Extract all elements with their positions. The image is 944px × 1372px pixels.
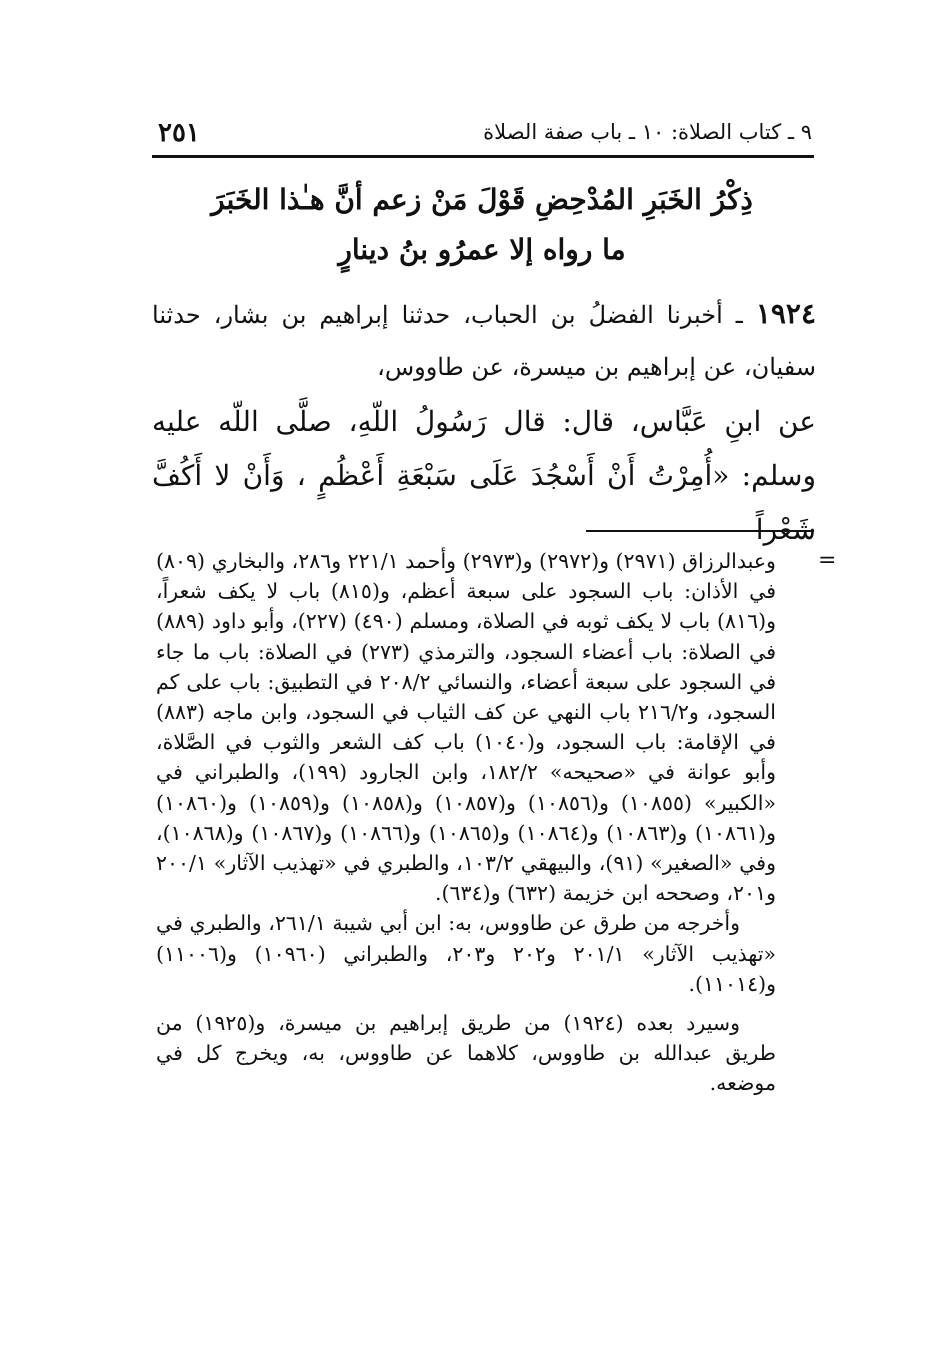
- hadith-matn: عن ابنِ عَبَّاس، قال: قال رَسُولُ اللّهِ، صلَّى اللّه عليه وسلم: «أُمِرْتُ أَنْ أَسْجُدَ عَلَى سَبْعَةِ أَعْظُمٍ ، وَأَنْ لا أَكُفَّ شَعْراً: [152, 405, 816, 546]
- running-title: ٩ ـ كتاب الصلاة: ١٠ ـ باب صفة الصلاة: [483, 120, 812, 144]
- footnote-separator: [586, 530, 814, 532]
- section-heading-line-1: ذِكْرُ الخَبَرِ المُدْحِضِ قَوْلَ مَنْ زعم أنَّ هـٰذا الخَبَرَ: [211, 183, 753, 216]
- header-rule: [152, 155, 814, 158]
- running-header: [152, 112, 812, 152]
- page-number: ٢٥١: [158, 118, 200, 148]
- footnotes: [156, 546, 776, 1099]
- hadith-isnad: [152, 288, 816, 393]
- hadith-number: ١٩٢٤: [755, 297, 816, 330]
- footnote-paragraph-1: وعبدالرزاق (٢٩٧١) و(٢٩٧٢) و(٢٩٧٣) وأحمد ٢٢١/١ و٢٨٦، والبخاري (٨٠٩) في الأذان: باب السجود على سبعة أعظم، و(٨١٥) باب لا يكف شعراً، و(٨١٦) باب لا يكف ثوبه في الصلاة، ومسلم (٤٩٠) (٢٢٧)، وأبو داود (٨٨٩) في الصلاة: باب أعضاء السجود، والترمذي (٢٧٣) في الصلاة: باب ما جاء في السجود على سبعة أعضاء، والنسائي ٢٠٨/٢ في التطبيق: باب على كم السجود، و٢١٦/٢ باب النهي عن كف الثياب في السجود، وابن ماجه (٨٨٣) في الإقامة: باب السجود، و(١٠٤٠) باب كف الشعر والثوب في الصَّلاة، وأبو عوانة في «صحيحه» ١٨٢/٢، وابن الجارود (١٩٩)، والطبراني في «الكبير» (١٠٨٥٥) و(١٠٨٥٦) و(١٠٨٥٧) و(١٠٨٥٨) و(١٠٨٥٩) و(١٠٨٦٠) و(١٠٨٦١) و(١٠٨٦٣) و(١٠٨٦٤) و(١٠٨٦٥) و(١٠٨٦٦) و(١٠٨٦٧) و(١٠٨٦٨)، وفي «الصغير» (٩١)، والبيهقي ١٠٣/٢، والطبري في «تهذيب الآثار» ٢٠٠/١ و٢٠١، وصححه ابن خزيمة (٦٣٢) و(٦٣٤).: [156, 549, 777, 906]
- section-heading: [150, 175, 814, 275]
- isnad-text: ـ أخبرنا الفضلُ بن الحباب، حدثنا إبراهيم بن بشار، حدثنا سفيان، عن إبراهيم بن ميسرة، عن طاووس،: [152, 301, 816, 381]
- footnote-paragraph-2: وأخرجه من طرق عن طاووس، به: ابن أبي شيبة ٢٦١/١، والطبري في «تهذيب الآثار» ٢٠١/١ و٢٠٢ و٢٠٣، والطبراني (١٠٩٦٠) و(١١٠٠٦) و(١١٠١٤).: [156, 911, 776, 996]
- section-heading-line-2: ما رواه إلا عمرُو بنُ دينارٍ: [338, 233, 626, 266]
- footnote-continuation-mark: =: [818, 548, 837, 573]
- footnote-paragraph-3: وسيرد بعده (١٩٢٤) من طريق إبراهيم بن ميسرة، و(١٩٢٥) من طريق عبدالله بن طاووس، كلاهما عن طاووس، به، ويخرج كل في موضعه.: [156, 1011, 776, 1096]
